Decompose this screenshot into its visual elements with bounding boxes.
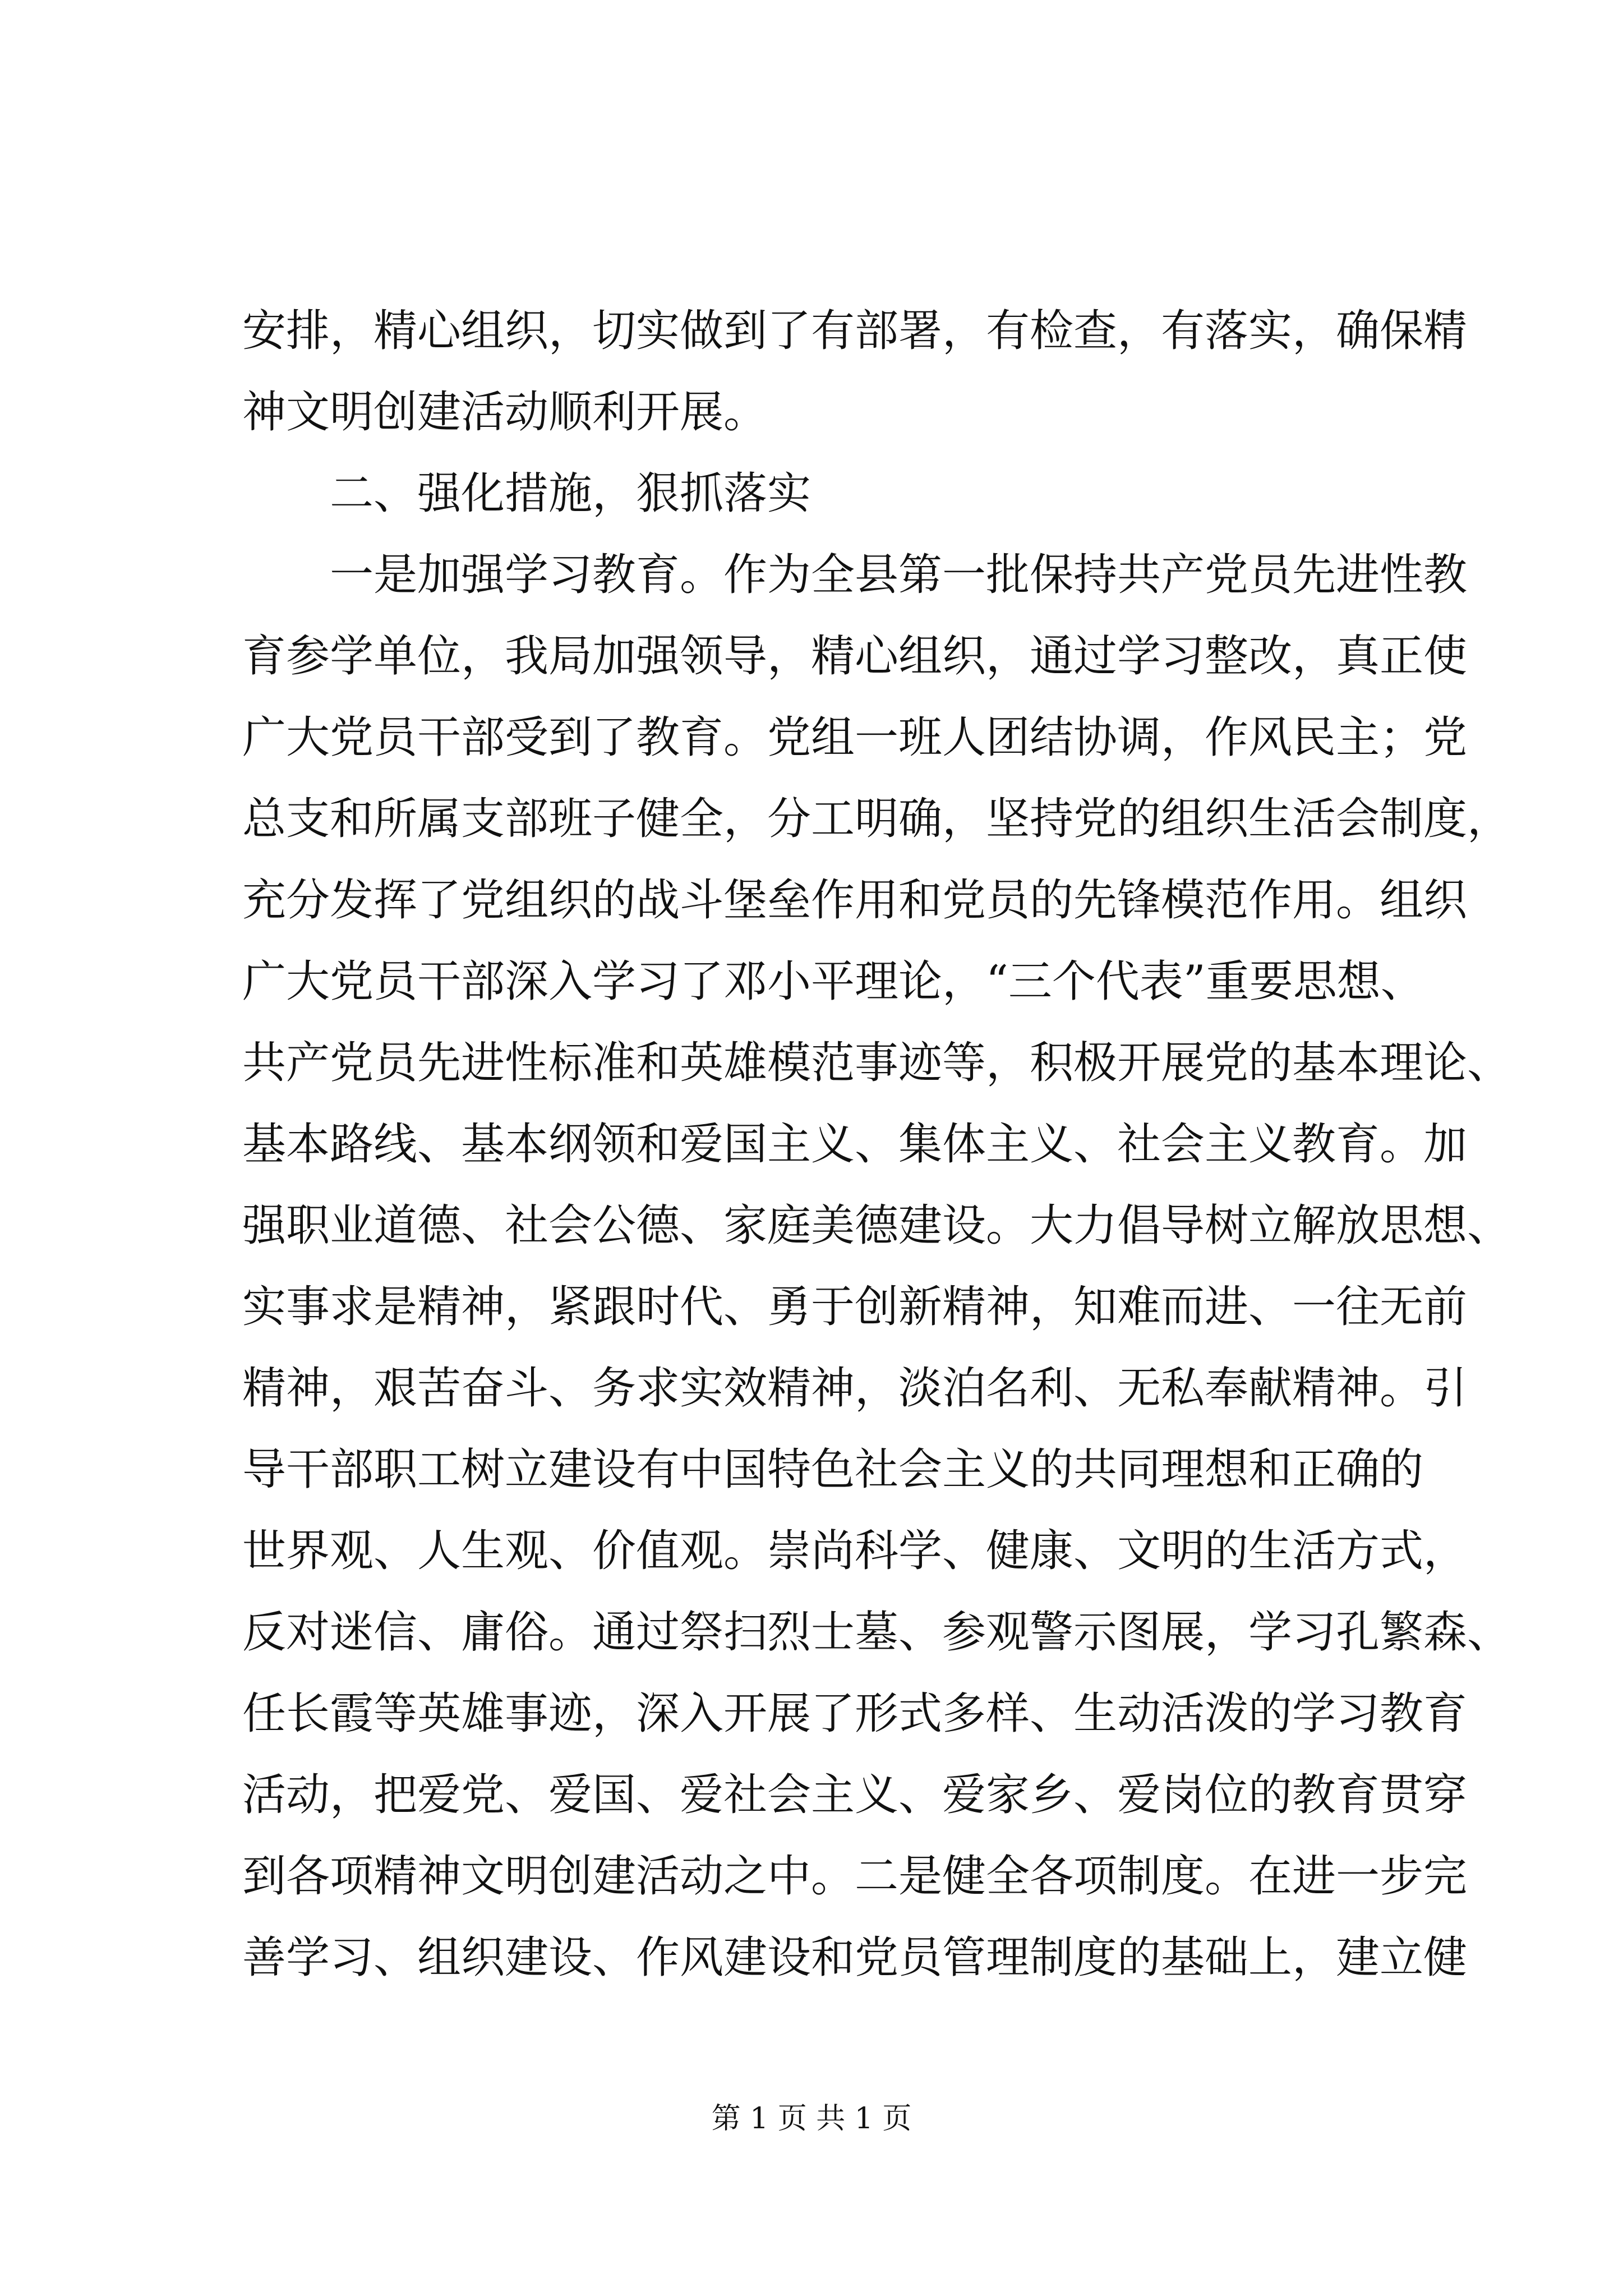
text-line: 基本路线、基本纲领和爱国主义、集体主义、社会主义教育。加 xyxy=(242,1119,1468,1170)
text-line: 活动，把爱党、爱国、爱社会主义、爱家乡、爱岗位的教育贯穿 xyxy=(242,1770,1468,1820)
text-line: 神文明创建活动顺利开展。 xyxy=(242,387,768,438)
text-line: 总支和所属支部班子健全，分工明确，坚持党的组织生活会制度， xyxy=(242,794,1511,844)
text-line: 共产党员先进性标准和英雄模范事迹等，积极开展党的基本理论、 xyxy=(242,1038,1511,1088)
text-line: 强职业道德、社会公德、家庭美德建设。大力倡导树立解放思想、 xyxy=(242,1200,1511,1251)
text-line: 二、强化措施，狠抓落实 xyxy=(330,468,811,519)
text-line: 世界观、人生观、价值观。崇尚科学、健康、文明的生活方式， xyxy=(242,1526,1468,1576)
page-footer: 第 1 页 共 1 页 xyxy=(711,2102,912,2136)
text-line: 精神，艰苦奋斗、务求实效精神，淡泊名利、无私奉献精神。引 xyxy=(242,1363,1468,1414)
text-line: 一是加强学习教育。作为全县第一批保持共产党员先进性教 xyxy=(330,550,1468,600)
document-body xyxy=(242,291,1511,1999)
text-line: 育参学单位，我局加强领导，精心组织，通过学习整改，真正使 xyxy=(242,631,1468,682)
text-line: 导干部职工树立建设有中国特色社会主义的共同理想和正确的 xyxy=(242,1444,1424,1495)
text-line: 善学习、组织建设、作风建设和党员管理制度的基础上，建立健 xyxy=(242,1932,1468,1983)
text-line: 广大党员干部深入学习了邓小平理论，“三个代表”重要思想、 xyxy=(242,956,1424,1007)
text-line: 广大党员干部受到了教育。党组一班人团结协调，作风民主；党 xyxy=(242,712,1468,763)
text-line: 任长霞等英雄事迹，深入开展了形式多样、生动活泼的学习教育 xyxy=(242,1688,1468,1739)
text-line: 反对迷信、庸俗。通过祭扫烈士墓、参观警示图展，学习孔繁森、 xyxy=(242,1607,1511,1658)
text-line: 安排，精心组织，切实做到了有部署，有检查，有落实，确保精 xyxy=(242,306,1468,356)
text-line: 充分发挥了党组织的战斗堡垒作用和党员的先锋模范作用。组织 xyxy=(242,875,1468,926)
text-line: 到各项精神文明创建活动之中。二是健全各项制度。在进一步完 xyxy=(242,1851,1468,1902)
text-line: 实事求是精神，紧跟时代、勇于创新精神，知难而进、一往无前 xyxy=(242,1282,1468,1332)
